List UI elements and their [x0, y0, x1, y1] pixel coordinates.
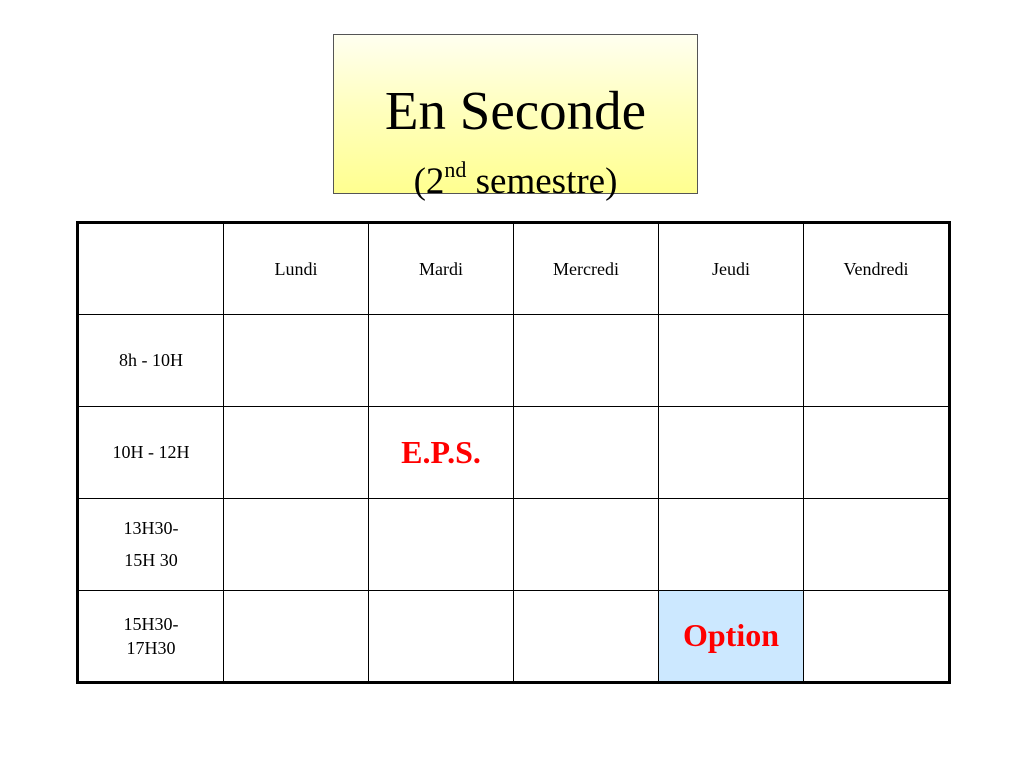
- day-header-jeudi: Jeudi: [659, 223, 804, 315]
- subtitle-superscript: nd: [444, 157, 467, 182]
- time-slot-line: 8h - 10H: [119, 350, 183, 371]
- corner-cell: [78, 223, 224, 315]
- schedule-cell: [224, 315, 369, 407]
- table-row: [78, 499, 950, 591]
- schedule-cell: [804, 591, 950, 683]
- time-slot-1: [78, 315, 224, 407]
- title-box: [333, 34, 698, 202]
- schedule-cell: [224, 407, 369, 499]
- schedule-cell: [369, 315, 514, 407]
- page-title: En Seconde: [384, 80, 647, 141]
- time-slot-line: 17H30: [126, 638, 176, 658]
- time-slot-line: 10H - 12H: [112, 442, 190, 463]
- time-slot-2: [78, 407, 224, 499]
- table-row: [78, 591, 950, 683]
- page-subtitle: [334, 157, 697, 202]
- time-slot-4: [78, 591, 224, 683]
- time-slot-line: 15H30-: [123, 613, 179, 634]
- schedule-cell-eps: [369, 407, 514, 499]
- schedule-cell: [804, 499, 950, 591]
- time-slot-3: [78, 499, 224, 591]
- schedule-cell: [514, 315, 659, 407]
- schedule-cell: [659, 407, 804, 499]
- schedule-cell: [659, 499, 804, 591]
- schedule-cell-option: [659, 591, 804, 683]
- header-row: [78, 223, 950, 315]
- schedule-cell: [804, 315, 950, 407]
- schedule-cell: [514, 591, 659, 683]
- subtitle-open: (2: [413, 161, 445, 202]
- time-slot-line: 15H 30: [124, 549, 178, 570]
- eps-entry: E.P.S.: [401, 433, 481, 470]
- schedule-cell: [804, 407, 950, 499]
- table-row: [78, 315, 950, 407]
- schedule-cell: [659, 315, 804, 407]
- option-entry: Option: [682, 617, 780, 654]
- subtitle-close: semestre): [466, 161, 618, 202]
- timetable: [76, 221, 951, 684]
- day-header-mercredi: Mercredi: [514, 223, 659, 315]
- schedule-cell: [514, 499, 659, 591]
- schedule-cell: [369, 499, 514, 591]
- day-header-vendredi: Vendredi: [804, 223, 950, 315]
- schedule-cell: [369, 591, 514, 683]
- time-slot-line: 13H30-: [123, 518, 179, 538]
- day-header-lundi: Lundi: [224, 223, 369, 315]
- schedule-cell: [514, 407, 659, 499]
- day-header-mardi: Mardi: [369, 223, 514, 315]
- table-row: [78, 407, 950, 499]
- schedule-cell: [224, 499, 369, 591]
- schedule-cell: [224, 591, 369, 683]
